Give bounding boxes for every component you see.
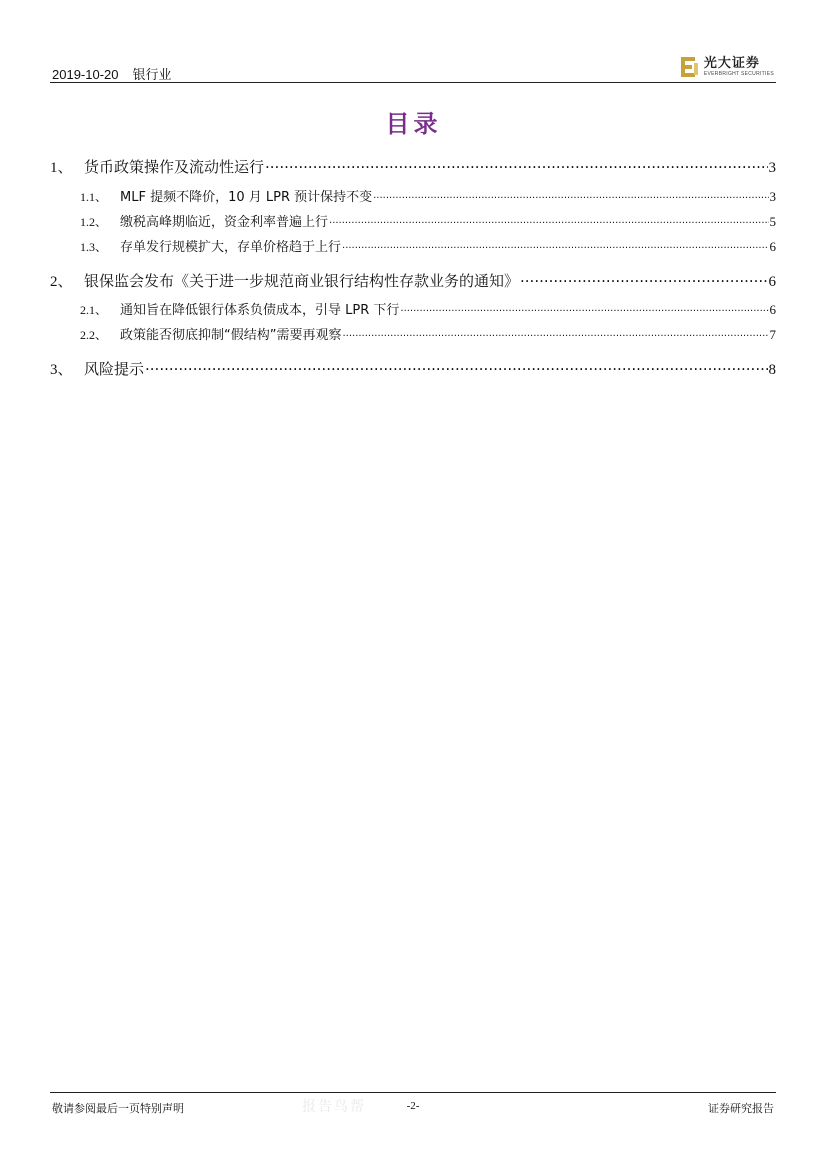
everbright-logo bbox=[680, 54, 774, 80]
toc-leader bbox=[342, 326, 768, 339]
report-date: 2019-10-20 bbox=[52, 67, 119, 82]
toc-number: 2、 bbox=[50, 274, 73, 290]
toc-number: 1.2、 bbox=[80, 215, 108, 229]
toc-text: 风险提示 bbox=[84, 360, 145, 378]
toc-number: 3、 bbox=[50, 362, 73, 378]
toc-leader bbox=[400, 301, 768, 314]
toc-text: 通知旨在降低银行体系负债成本，引导 LPR 下行 bbox=[120, 303, 400, 318]
toc-number: 1.3、 bbox=[80, 240, 108, 254]
toc-entry-1-1[interactable] bbox=[80, 186, 776, 205]
logo-cn-text: 光大证券 bbox=[703, 56, 760, 71]
toc-page: 8 bbox=[768, 362, 776, 378]
page-number: -2- bbox=[406, 1100, 420, 1112]
toc-leader bbox=[329, 213, 768, 226]
toc-entry-1-2[interactable] bbox=[80, 211, 776, 230]
toc-entry-2[interactable] bbox=[50, 270, 776, 291]
footer-watermark: 报告鸟帮 bbox=[302, 1099, 366, 1115]
toc-number: 2.2、 bbox=[80, 328, 108, 342]
everbright-logo-icon bbox=[680, 55, 700, 79]
footer-disclaimer: 敬请参阅最后一页特别声明 bbox=[52, 1102, 184, 1115]
toc-entry-1[interactable] bbox=[50, 156, 776, 177]
toc-page: 3 bbox=[769, 189, 776, 204]
page-header bbox=[50, 54, 776, 83]
toc-text: 政策能否彻底抑制“假结构”需要再观察 bbox=[120, 328, 342, 343]
toc-text: 货币政策操作及流动性运行 bbox=[84, 158, 265, 176]
toc-leader bbox=[342, 238, 768, 251]
toc-entry-1-3[interactable] bbox=[80, 236, 776, 255]
toc-entry-2-2[interactable] bbox=[80, 324, 776, 343]
toc-text: 存单发行规模扩大，存单价格趋于上行 bbox=[120, 240, 342, 255]
toc-page: 5 bbox=[769, 214, 776, 229]
toc-number: 1、 bbox=[50, 160, 73, 176]
toc-page: 6 bbox=[769, 302, 776, 317]
toc-page: 6 bbox=[769, 239, 776, 254]
toc-leader bbox=[520, 271, 767, 286]
toc-page: 7 bbox=[769, 327, 776, 342]
toc-leader bbox=[145, 359, 767, 374]
toc-entry-3[interactable] bbox=[50, 358, 776, 379]
toc-leader bbox=[373, 188, 768, 201]
page-footer bbox=[50, 1092, 776, 1123]
toc-page: 3 bbox=[768, 160, 776, 176]
report-sector: 银行业 bbox=[132, 67, 172, 82]
header-info bbox=[52, 64, 172, 83]
toc-text: 银保监会发布《关于进一步规范商业银行结构性存款业务的通知》 bbox=[84, 272, 520, 290]
toc-number: 2.1、 bbox=[80, 303, 108, 317]
footer-report-type: 证券研究报告 bbox=[708, 1102, 774, 1115]
toc-leader bbox=[265, 157, 767, 172]
toc-text: MLF 提频不降价，10 月 LPR 预计保持不变 bbox=[120, 190, 373, 205]
toc-entry-2-1[interactable] bbox=[80, 299, 776, 318]
toc-text: 缴税高峰期临近，资金利率普遍上行 bbox=[120, 215, 329, 230]
toc-number: 1.1、 bbox=[80, 190, 108, 204]
toc-title: 目录 bbox=[385, 109, 442, 138]
toc-page: 6 bbox=[768, 274, 776, 290]
logo-en-text: EVERBRIGHT SECURITIES bbox=[703, 71, 774, 77]
